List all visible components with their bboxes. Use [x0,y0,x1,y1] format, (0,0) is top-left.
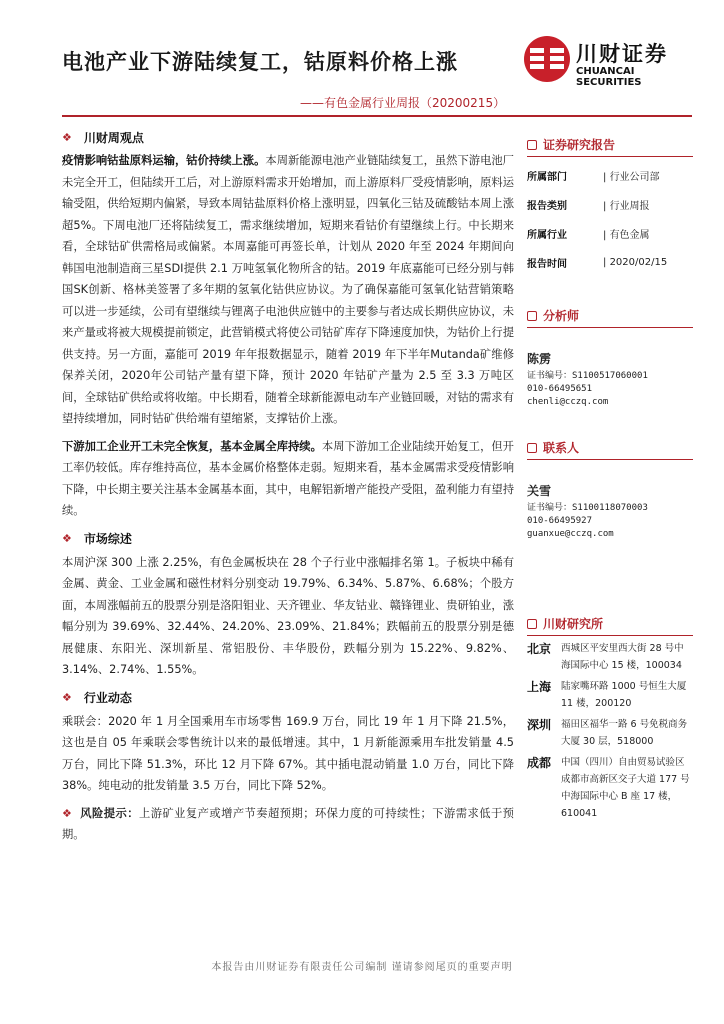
square-bullet-icon [527,619,537,629]
paragraph-cobalt: 疫情影响钴盐原料运输，钴价持续上涨。本周新能源电池产业链陆续复工，虽然下游电池厂未完全开工，但陆续开工后，对上游原料需求开始增加，而上游原料厂受疫情影响，原料运输受阻，供给短期内偏紧，导致本周钴盐原料价格上涨明显，四氧化三钴及硫酸钴本周上涨超5%。下周电池厂还将陆续复工，需求继续增加，短期来看钴价有望继续上行。中长期来看，全球钴矿供需格局或偏紧。本周嘉能可再签长单，计划从 2020 年至 2024 年期间向韩国电池制造商三星SDI提供 2.1 万吨氢氧化物所含的钴。2019 年底嘉能可已经分别与韩国SK创新、格林美签署了多年期的氢氧化钴供应协议。为了确保嘉能可氢氧化钴营销策略可以进一步延续，公司有望继续与锂离子电池供应链中的主要参与者达成长期供应协议，未来产量或将被大规模提前锁定，此营销模式将使公司钴矿库存下降速度加快，为钴价上行提供支持。另一方面，嘉能可 2019 年年报数据显示，随着 2019 年下半年Mutanda矿维修保养关闭，2020年公司钴产量有望下降，预计 2020 年钴矿产量为 2.5 至 3.3 万吨区间，全球钴矿供给或将收缩。中长期看，随着全球新能源电动车产业链回暖，对钴的需求有望持续增加，同时钴矿供给端有望缩紧，支撑钴价上涨。 [62,154,514,425]
contact-phone: 010-66495927 [527,516,593,526]
paragraph-base-metals: 下游加工企业开工未完全恢复，基本金属全库持续。本周下游加工企业陆续开始复工，但开工率仍较低。库存维持高位，基本金属价格整体走弱。短期来看，基本金属需求受疫情影响下降，中长期主要关注基本金属基本面，其中，电解铝新增产能投产受阻，盈利能力有望持续。 [62,439,514,517]
page-footer: 本报告由川财证券有限责任公司编制 谨请参阅尾页的重要声明 [211,962,513,973]
office-beijing: 北京 西城区平安里西大街 28 号中海国际中心 15 楼，100034 [527,642,684,671]
contact-card [527,460,693,541]
analyst-phone: 010-66495651 [527,384,593,394]
diamond-bullet-icon: ❖ [62,532,72,545]
logo-mark-icon [524,36,570,82]
sidebar-heading-contact: 联系人 [527,427,693,460]
info-row: 所属行业 | 有色金属 [527,219,693,248]
diamond-bullet-icon: ❖ [62,806,73,820]
header-divider [62,115,692,117]
analyst-name: 陈雳 [527,352,552,366]
diamond-bullet-icon: ❖ [62,691,72,704]
logo-english-name: CHUANCAI SECURITIES [576,66,642,88]
sidebar-heading-analyst: 分析师 [527,295,693,328]
report-title: 电池产业下游陆续复工，钴原料价格上涨 [62,50,458,74]
analyst-email[interactable]: chenli@cczq.com [527,397,609,407]
contact-email[interactable]: guanxue@cczq.com [527,529,614,539]
sidebar [527,124,693,822]
office-shenzhen: 深圳 福田区福华一路 6 号免税商务大厦 30 层，518000 [527,718,688,747]
section-heading-view: ❖ 川财周观点 [62,130,144,145]
square-bullet-icon [527,311,537,321]
section-heading-market: ❖ 市场综述 [62,532,132,546]
company-logo [524,36,692,86]
diamond-bullet-icon: ❖ [62,130,72,144]
analyst-card [527,328,693,409]
analyst-cert: 证书编号：S1100517060001 [527,371,648,381]
report-subtitle: ——有色金属行业周报（20200215） [300,96,506,110]
paragraph-market: 本周沪深 300 上涨 2.25%，有色金属板块在 28 个子行业中涨幅排名第 1。子板块中稀有金属、黄金、工业金属和磁性材料分别变动 19.79%、6.34%、5.87%、6.68%；个股方面，本周涨幅前五的股票分别是洛阳钼业、天齐锂业、华友钴业、赣锋锂业、贵研铂业，涨幅分别为 39.69%、32.44%、24.20%、23.09%、21.84%；跌幅前五的股票分别是德展健康、东阳光、深圳新星、常铝股份、丰华股份，跌幅分别为 15.22%、9.82%、3.14%、2.74%、1.55%。 [62,555,514,676]
risk-warning: ❖ 风险提示：上游矿业复产或增产节奏超预期；环保力度的可持续性；下游需求低于预期。 [62,806,514,841]
info-row: 所属部门 | 行业公司部 [527,161,693,190]
section-heading-industry: ❖ 行业动态 [62,691,132,705]
sidebar-heading-institute: 川财研究所 [527,603,693,636]
sidebar-heading-report: 证券研究报告 [527,124,693,157]
contact-name: 关雪 [527,484,552,498]
office-shanghai: 上海 陆家嘴环路 1000 号恒生大厦 11 楼，200120 [527,680,687,709]
info-row: 报告时间 | 2020/02/15 [527,248,693,277]
square-bullet-icon [527,140,537,150]
info-row: 报告类别 | 行业周报 [527,190,693,219]
logo-name: 川财证券 [576,42,668,66]
main-column [62,124,514,850]
contact-cert: 证书编号：S1100118070003 [527,503,648,513]
paragraph-industry: 乘联会：2020 年 1 月全国乘用车市场零售 169.9 万台，同比 19 年 1 月下降 21.5%，这也是自 05 年乘联会零售统计以来的最低增速。其中，1 月新能源乘用车批发销量 4.5 万台，同比下降 51.3%，环比 12 月下降 67%。其中插电混动销量 1.0 万台，同比下降 38%。纯电动的批发销量 3.5 万台，同比下降 52%。 [62,714,514,792]
office-chengdu: 成都 中国（四川）自由贸易试验区成都市高新区交子大道 177 号中海国际中心 B 座 17 楼，610041 [527,756,690,819]
square-bullet-icon [527,443,537,453]
